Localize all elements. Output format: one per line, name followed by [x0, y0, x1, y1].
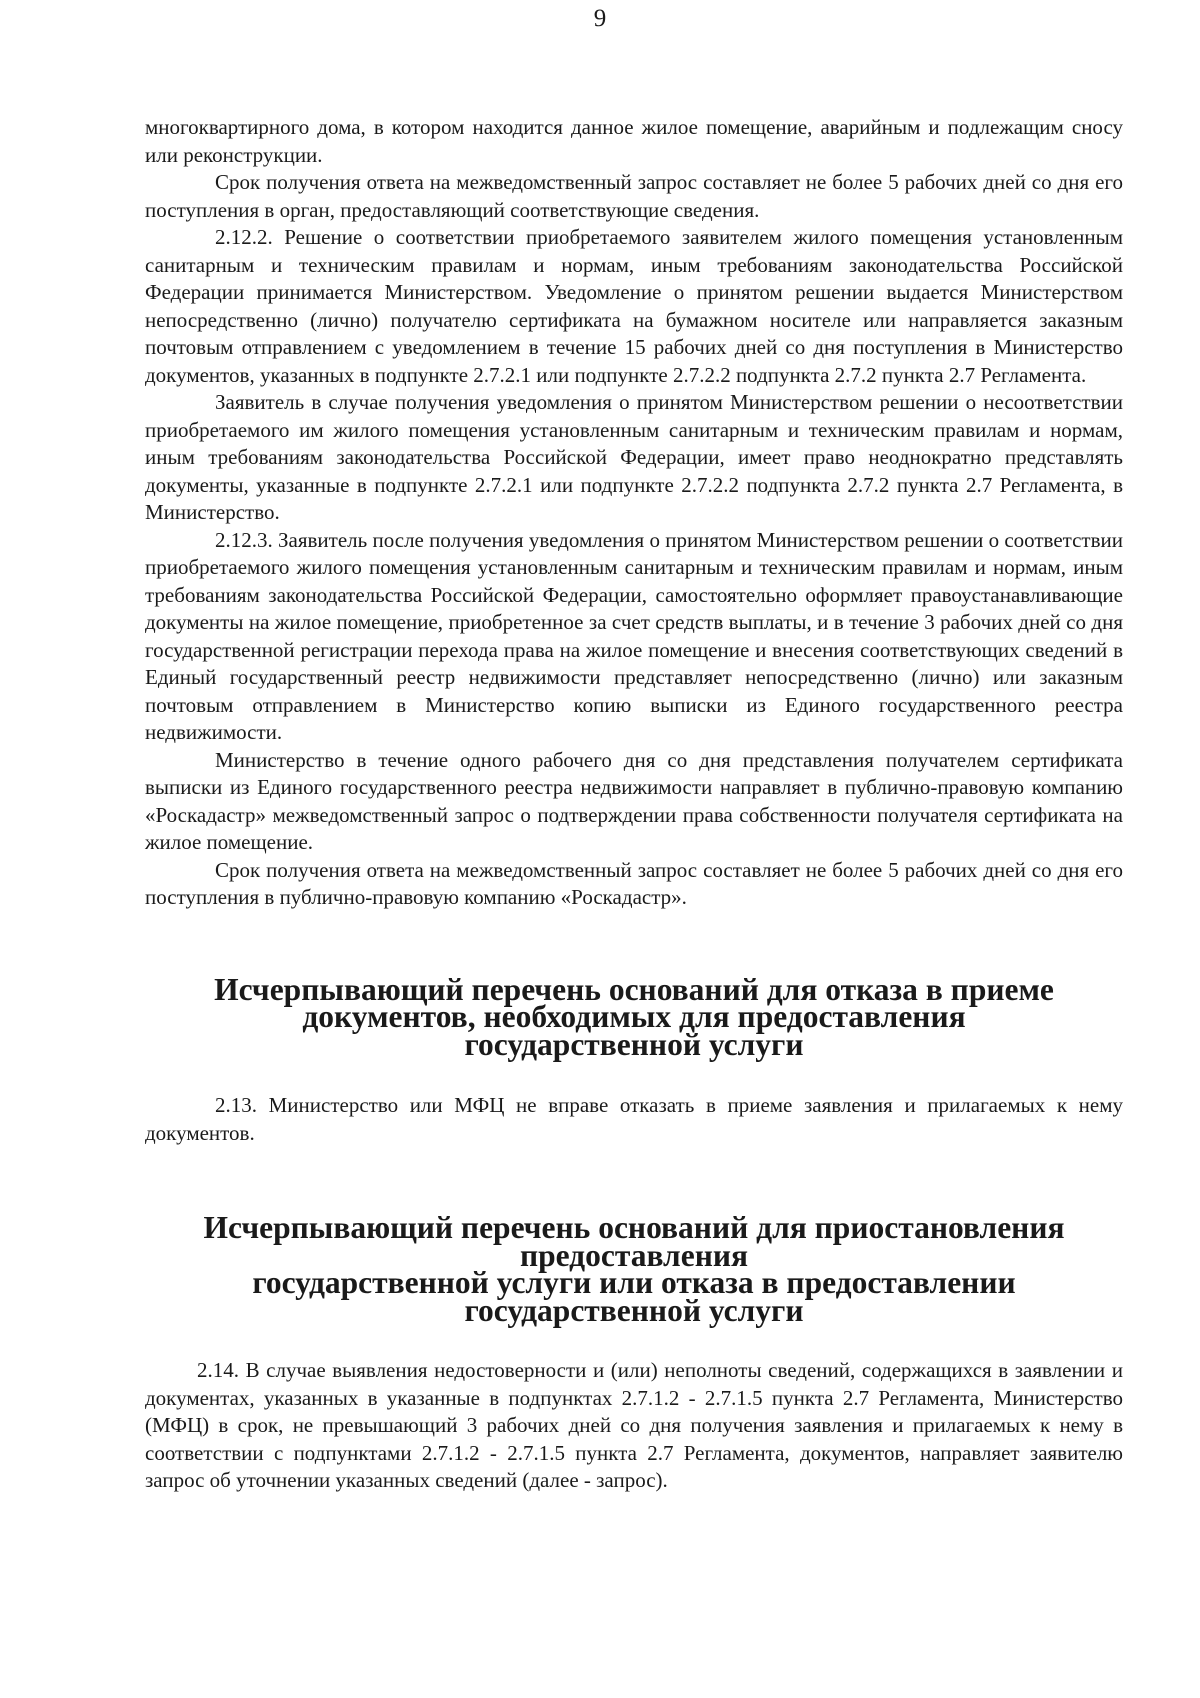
- paragraph-rosreestr-term: Срок получения ответа на межведомственный запрос составляет не более 5 рабочих дней со дня его поступления в публично-правовую компанию «Роскадастр».: [145, 857, 1123, 909]
- paragraph-2-12-3: 2.12.3. Заявитель после получения уведомления о принятом Министерством решении о соответствии приобретаемого жилого помещения установленным санитарным и техническим правилам и нормам, иным требованиям законодательства Российской Федерации, самостоятельно оформляет правоустанавливающие документы на жилое помещение, приобретенное за счет средств выплаты, и в течение 3 рабочих дней со дня государственной регистрации перехода права на жилое помещение и внесения соответствующих сведений в Единый государственный реестр недвижимости представляет непосредственно (лично) или заказным почтовым отправлением в Министерство копию выписки из Единого государственного реестра недвижимости.: [145, 527, 1123, 744]
- document-body: [145, 114, 1123, 1495]
- paragraph-applicant-rights: Заявитель в случае получения уведомления о принятом Министерством решении о несоответствии приобретаемого им жилого помещения установленным санитарным и техническим правилам и нормам, иным требованиям законодательства Российской Федерации, имеет право неоднократно представлять документы, указанные в подпункте 2.7.2.1 или подпункте 2.7.2.2 подпункта 2.7.2 пункта 2.7 Регламента, в Министерство.: [145, 390, 1123, 524]
- heading-line: Исчерпывающий перечень оснований для отказа в приеме: [214, 971, 1054, 1007]
- heading-line: государственной услуги или отказа в предоставлении государственной услуги: [252, 1265, 1016, 1328]
- heading-line: Исчерпывающий перечень оснований для приостановления предоставления: [203, 1210, 1065, 1273]
- paragraph-response-term: Срок получения ответа на межведомственный запрос составляет не более 5 рабочих дней со дня его поступления в орган, предоставляющий соответствующие сведения.: [145, 170, 1123, 222]
- heading-line: документов, необходимых для предоставления: [302, 999, 966, 1034]
- paragraph-2-12-2: 2.12.2. Решение о соответствии приобретаемого заявителем жилого помещения установленным санитарным и техническим правилам и нормам, иным требованиям законодательства Российской Федерации принимается Министерством. Уведомление о принятом решении выдается Министерством непосредственно (лично) получателю сертификата на бумажном носителе или направляется заказным почтовым отправлением с уведомлением в течение 15 рабочих дней со дня поступления в Министерство документов, указанных в подпункте 2.7.2.1 или подпункте 2.7.2.2 подпункта 2.7.2 пункта 2.7 Регламента.: [145, 225, 1123, 387]
- section-heading-refusal-grounds: [145, 971, 1123, 1062]
- paragraph-2-14: 2.14. В случае выявления недостоверности и (или) неполноты сведений, содержащихся в заявлении и документах, указанных в указанные в подпунктах 2.7.1.2 - 2.7.1.5 пункта 2.7 Регламента, Министерство (МФЦ) в срок, не превышающий 3 рабочих дней со дня получения заявления и прилагаемых к нему в соответствии с подпунктами 2.7.1.2 - 2.7.1.5 пункта 2.7 Регламента, документов, направляет заявителю запрос об уточнении указанных сведений (далее - запрос).: [145, 1358, 1123, 1492]
- paragraph-continuation: многоквартирного дома, в котором находится данное жилое помещение, аварийным и подлежащим сносу или реконструкции.: [145, 115, 1123, 167]
- heading-line: государственной услуги: [464, 1026, 804, 1062]
- paragraph-2-13: 2.13. Министерство или МФЦ не вправе отказать в приеме заявления и прилагаемых к нему документов.: [145, 1093, 1123, 1145]
- section-heading-suspension-grounds: [145, 1210, 1123, 1328]
- page-number: 9: [593, 5, 607, 32]
- paragraph-ministry-request: Министерство в течение одного рабочего дня со дня представления получателем сертификата выписки из Единого государственного реестра недвижимости направляет в публично-правовую компанию «Роскадастр» межведомственный запрос о подтверждении права собственности получателя сертификата на жилое помещение.: [145, 747, 1123, 854]
